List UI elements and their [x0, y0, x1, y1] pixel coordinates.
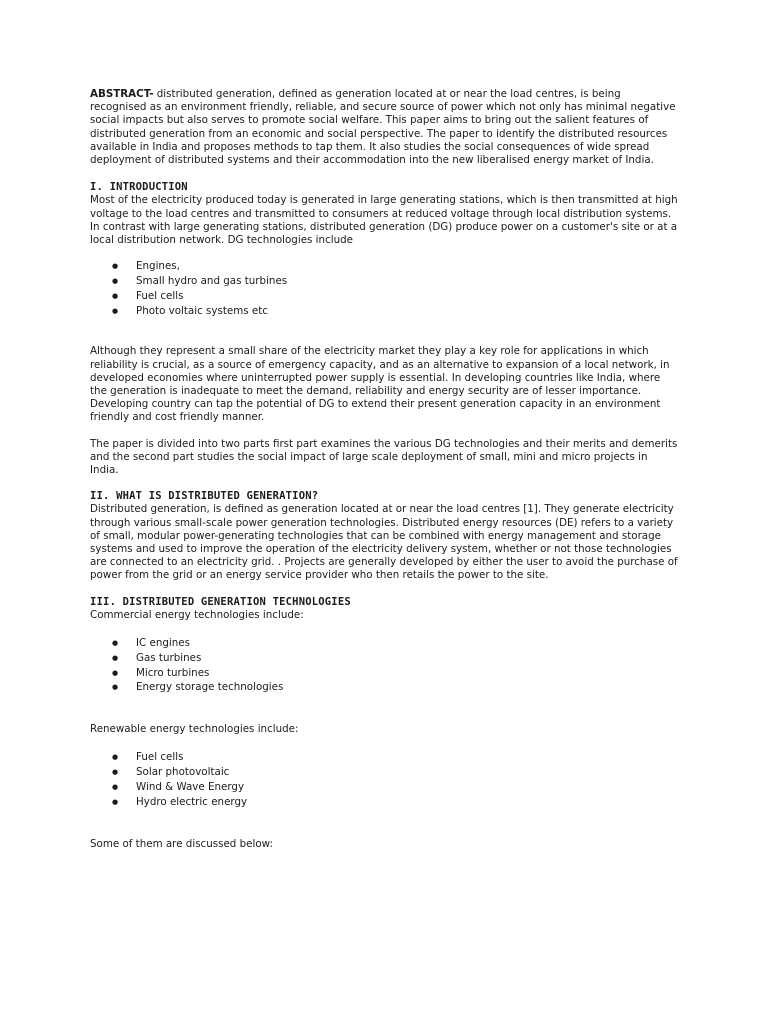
closing-text: Some of them are discussed below:: [90, 837, 273, 850]
list-item: ● Small hydro and gas turbines: [90, 274, 678, 289]
section-2-paragraph: Distributed generation, is defined as generation located at or near the load centres [1]. They generate electricity through various small-scale power generation technologies. Distributed energy resources (DE) refers to a variety of small, modular power-generating technologies that can be combined with energy management and storage systems and used to improve the operation of the electricity delivery system, whether or not those technologies are connected to an electricity grid. . Projects are generally developed by either the user to avoid the purchase of power from the grid or an energy service provider who then retails the power to the site.: [90, 503, 678, 582]
section-2-heading: II. WHAT IS DISTRIBUTED GENERATION?: [90, 490, 319, 503]
renewable-intro: Renewable energy technologies include:: [90, 723, 299, 736]
introduction-paragraph-2: Although they represent a small share of the electricity market they play a key role for applications in which reliability is crucial, as a source of emergency capacity, and as an alternative to expansion of a local network, in developed economies where uninterrupted power supply is essential. In developing countries like India, where the generation is inadequate to meet the demand, reliability and energy security are of lesser importance. Developing country can tap the potential of DG to extend their present generation capacity in an environment friendly and cost friendly manner.: [90, 345, 670, 424]
introduction-heading: I. INTRODUCTION: [90, 181, 188, 194]
renewable-technologies-list: [90, 750, 678, 809]
list-item: ● Fuel cells: [90, 750, 678, 765]
list-item: ● Engines,: [90, 259, 678, 274]
list-item: ● Photo voltaic systems etc: [90, 304, 678, 319]
list-item: ● Fuel cells: [90, 289, 678, 304]
commercial-intro: Commercial energy technologies include:: [90, 608, 304, 621]
list-item: ● Wind & Wave Energy: [90, 780, 678, 795]
list-item: ● Energy storage technologies: [90, 680, 678, 695]
list-item: ● IC engines: [90, 636, 678, 651]
abstract-text: distributed generation, defined as generation located at or near the load centres, is being recognised as an environment friendly, reliable, and secure source of power which not only has minimal negative social impacts but also serves to promote social welfare. This paper aims to bring out the salient features of distributed generation from an economic and social perspective. The paper to identify the distributed resources available in India and proposes methods to tap them. It also studies the social consequences of wide spread deployment of distributed systems and their accommodation into the new liberalised energy market of India.: [90, 88, 676, 167]
list-item: ● Hydro electric energy: [90, 795, 678, 810]
list-item: ● Micro turbines: [90, 666, 678, 681]
dg-technologies-list: [90, 259, 678, 318]
list-item: ● Gas turbines: [90, 651, 678, 666]
abstract-label: ABSTRACT-: [90, 88, 154, 100]
introduction-paragraph-1: Most of the electricity produced today is generated in large generating stations, which is then transmitted at high voltage to the load centres and transmitted to consumers at reduced voltage through local distribution systems. In contrast with large generating stations, distributed generation (DG) produce power on a customer's site or at a local distribution network. DG technologies include: [90, 194, 678, 247]
introduction-paragraph-3: The paper is divided into two parts first part examines the various DG technologies and their merits and demerits and the second part studies the social impact of large scale deployment of small, mini and micro projects in India.: [90, 437, 678, 477]
commercial-technologies-list: [90, 636, 678, 695]
document-body: [90, 88, 678, 851]
list-item: ● Solar photovoltaic: [90, 765, 678, 780]
abstract-paragraph: [90, 88, 678, 167]
section-3-heading: III. DISTRIBUTED GENERATION TECHNOLOGIES: [90, 595, 351, 608]
